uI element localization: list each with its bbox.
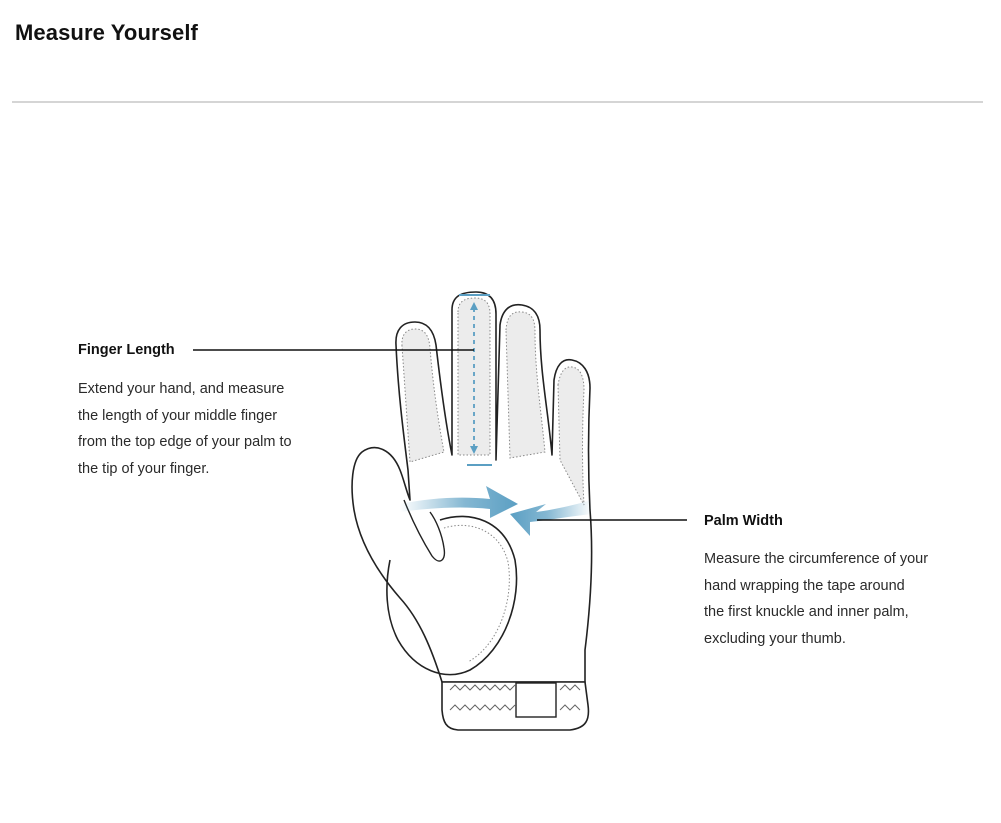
palm-width-heading: Palm Width	[704, 513, 783, 529]
finger-length-line: the length of your middle finger	[78, 407, 278, 424]
palm-width-description	[704, 546, 928, 652]
palm-width-line: the first knuckle and inner palm,	[704, 604, 909, 620]
finger-length-heading: Finger Length	[78, 342, 175, 358]
palm-width-line: excluding your thumb.	[704, 630, 846, 647]
finger-length-line: from the top edge of your palm to	[78, 434, 292, 450]
page-title: Measure Yourself	[15, 20, 198, 45]
palm-width-line: hand wrapping the tape around	[704, 577, 905, 594]
finger-length-line: the tip of your finger.	[78, 460, 210, 477]
palm-width-line: Measure the circumference of your	[704, 551, 929, 567]
finger-length-line: Extend your hand, and measure	[78, 381, 285, 397]
finger-length-description	[78, 376, 292, 482]
